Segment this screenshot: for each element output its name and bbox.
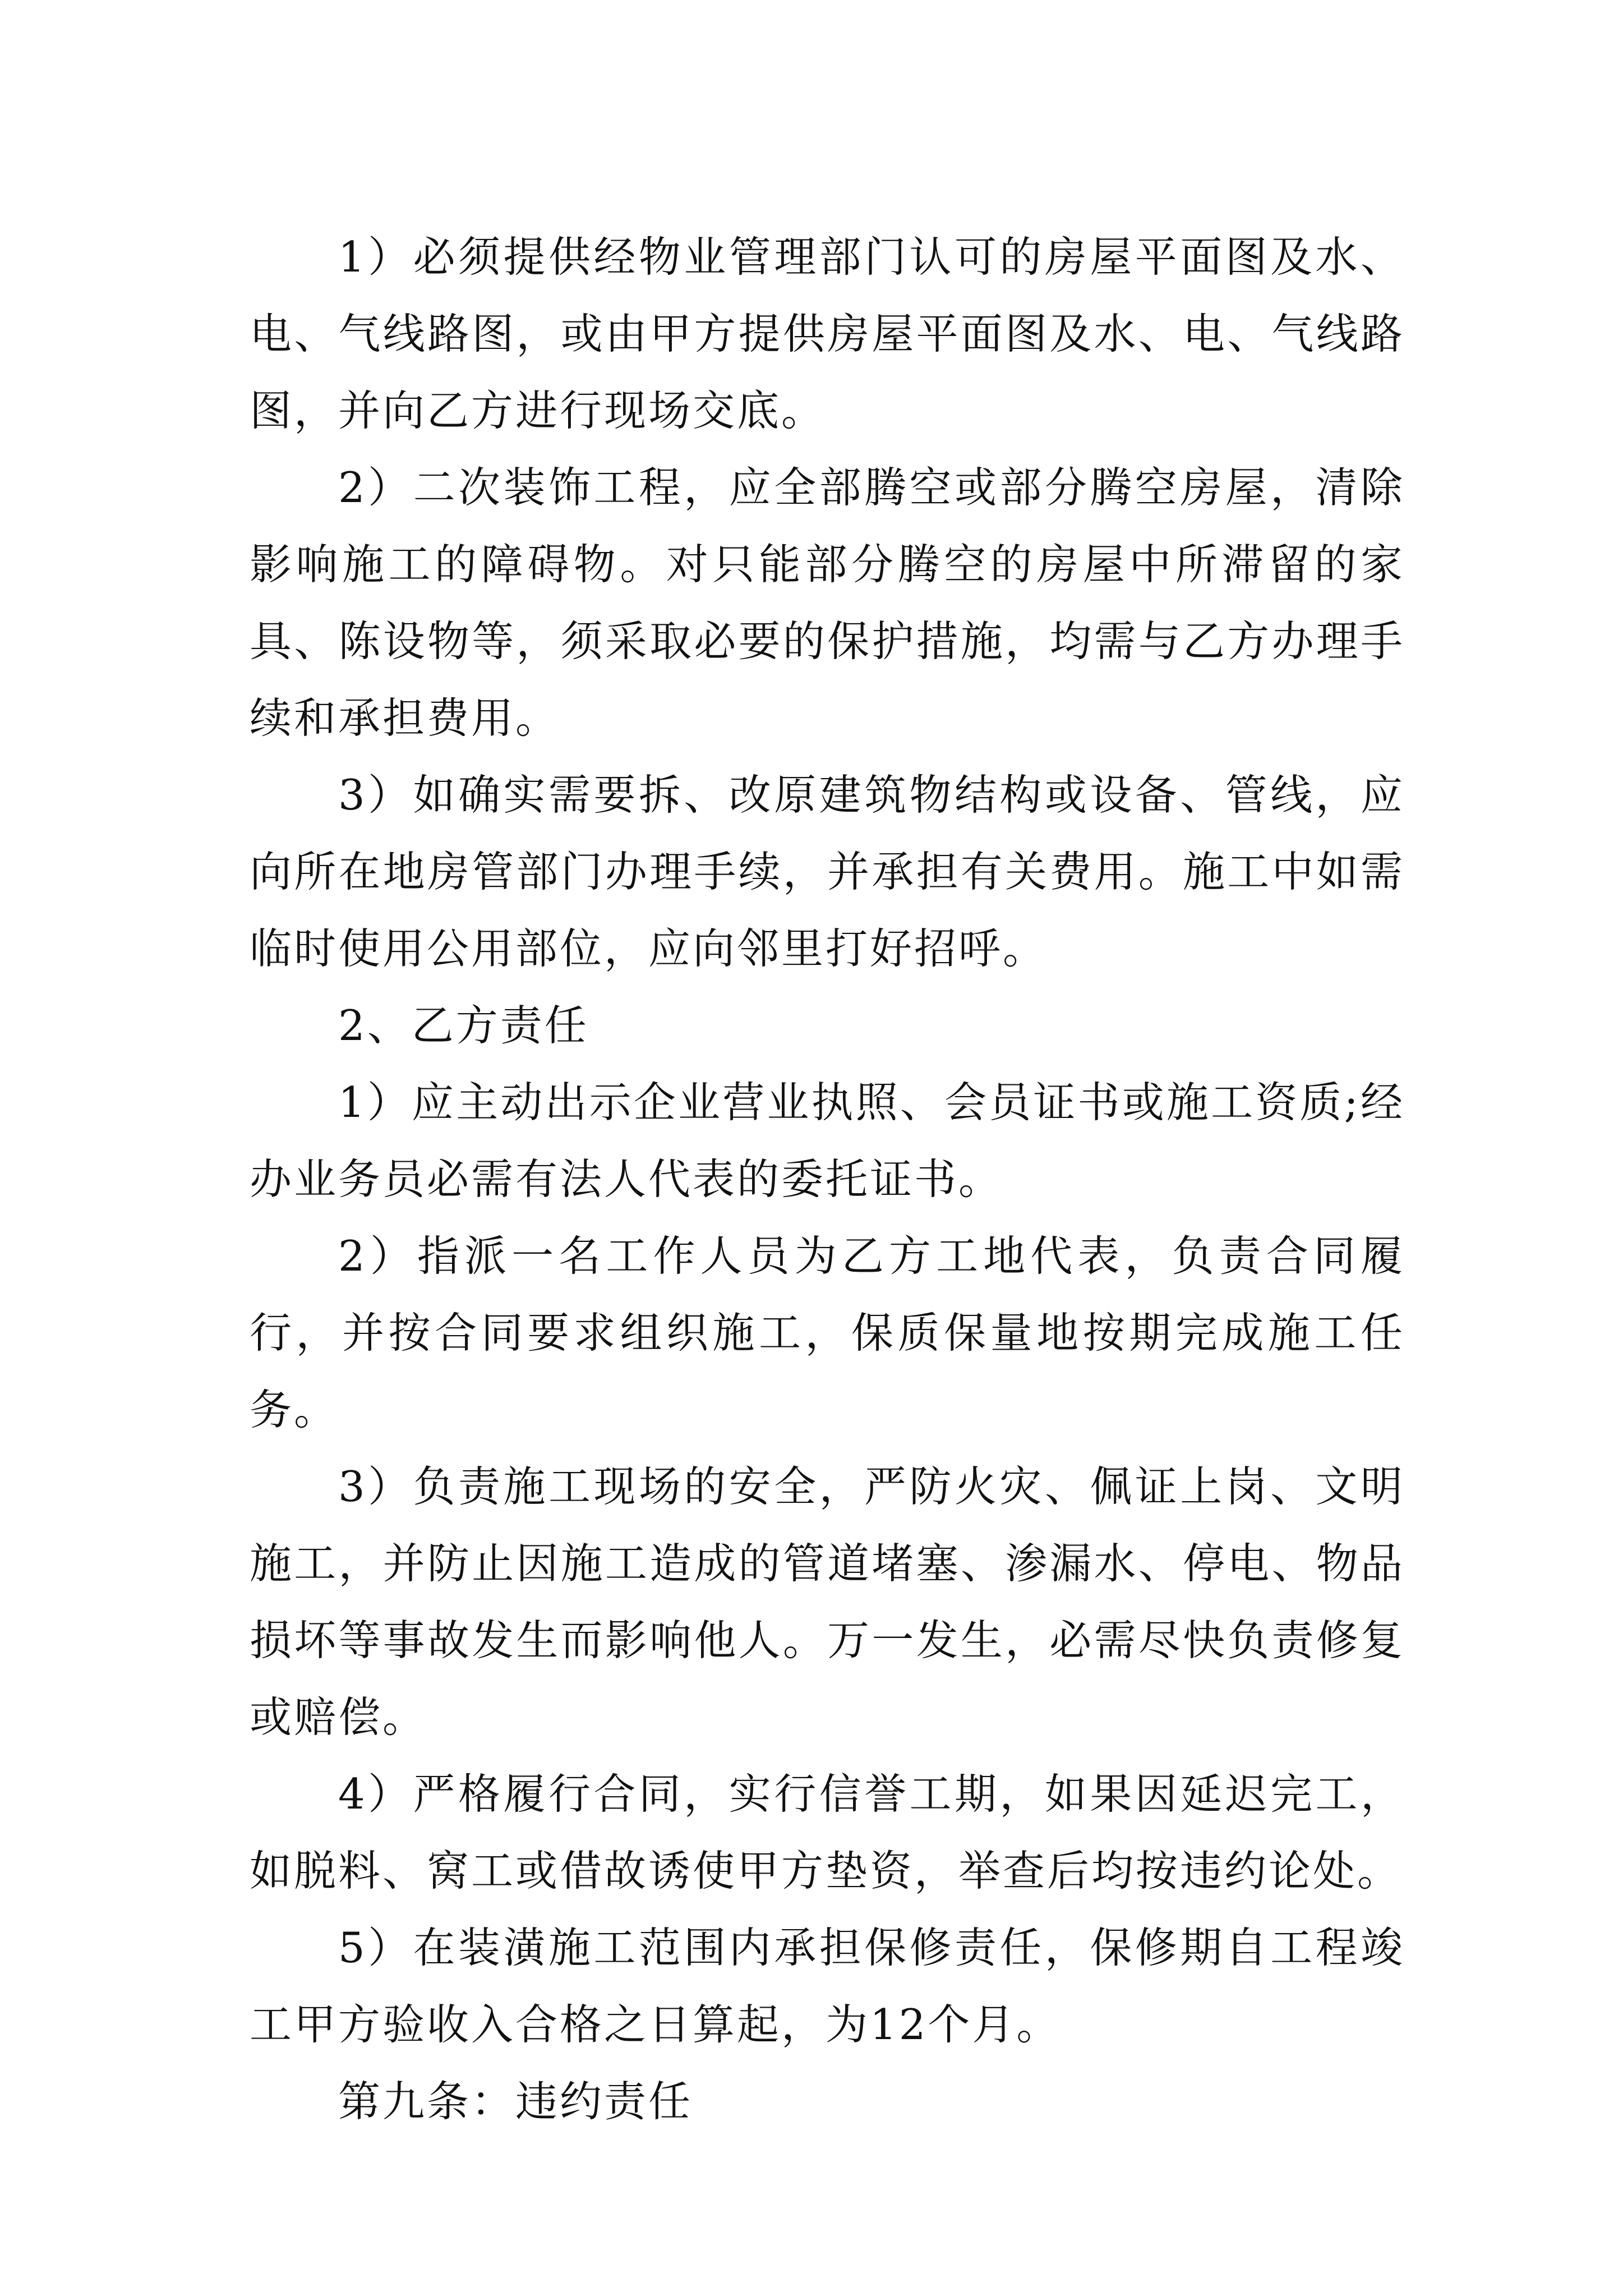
section-heading-party-b: 2、乙方责任 <box>338 1001 589 1050</box>
article-heading-liability: 第九条：违约责任 <box>338 2077 693 2126</box>
paragraph-party-b-item-2: 2）指派一名工作人员为乙方工地代表，负责合同履行，并按合同要求组织施工，保质保量地按期完成施工任务。 <box>250 1231 1405 1434</box>
paragraph-party-a-item-3: 3）如确实需要拆、改原建筑物结构或设备、管线，应向所在地房管部门办理手续，并承担有关费用。施工中如需临时使用公用部位，应向邻里打好招呼。 <box>250 770 1405 973</box>
document-body <box>250 219 1405 2140</box>
paragraph-party-b-item-1: 1）应主动出示企业营业执照、会员证书或施工资质;经办业务员必需有法人代表的委托证书。 <box>250 1078 1405 1204</box>
paragraph-party-b-item-4: 4）严格履行合同，实行信誉工期，如果因延迟完工，如脱料、窝工或借故诱使甲方垫资，举查后均按违约论处。 <box>250 1769 1405 1895</box>
paragraph-party-b-item-3: 3）负责施工现场的安全，严防火灾、佩证上岗、文明施工，并防止因施工造成的管道堵塞、渗漏水、停电、物品损坏等事故发生而影响他人。万一发生，必需尽快负责修复或赔偿。 <box>250 1462 1405 1742</box>
paragraph-party-a-item-1: 1）必须提供经物业管理部门认可的房屋平面图及水、电、气线路图，或由甲方提供房屋平面图及水、电、气线路图，并向乙方进行现场交底。 <box>250 232 1405 435</box>
paragraph-party-a-item-2: 2）二次装饰工程，应全部腾空或部分腾空房屋，清除影响施工的障碍物。对只能部分腾空的房屋中所滞留的家具、陈设物等，须采取必要的保护措施，均需与乙方办理手续和承担费用。 <box>250 463 1405 743</box>
paragraph-party-b-item-5: 5）在装潢施工范围内承担保修责任，保修期自工程竣工甲方验收入合格之日算起，为12个月。 <box>250 1923 1405 2049</box>
